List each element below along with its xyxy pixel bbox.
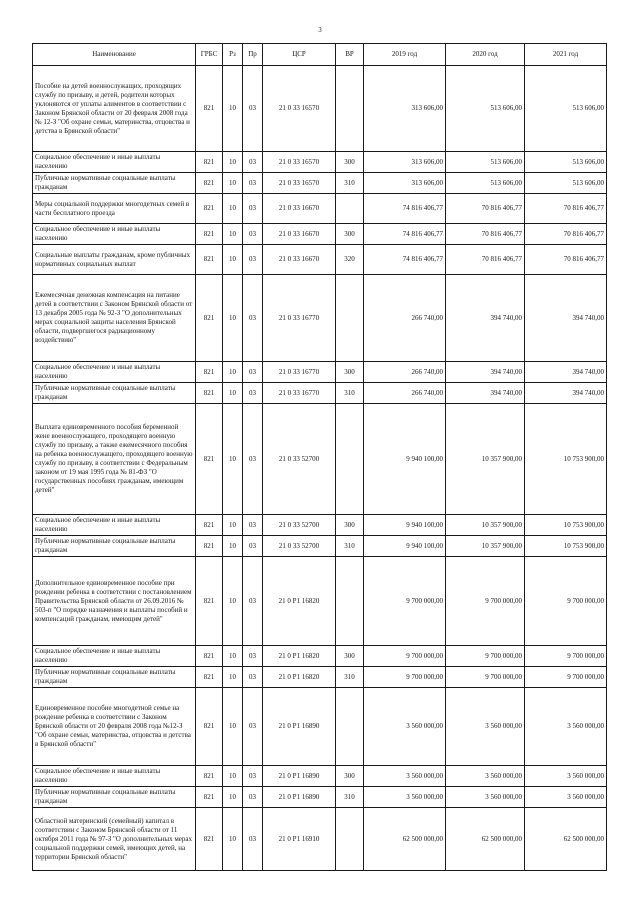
row-vr — [336, 557, 364, 646]
row-name: Социальное обеспечение и иные выплаты населению — [33, 646, 196, 667]
row-pr: 03 — [243, 245, 263, 275]
row-value-2019: 9 700 000,00 — [364, 667, 446, 688]
table-row — [33, 245, 607, 275]
row-vr: 300 — [336, 646, 364, 667]
row-pr: 03 — [243, 808, 263, 871]
row-rz: 10 — [223, 173, 243, 194]
row-value-2021: 70 816 406,77 — [525, 224, 607, 245]
row-pr: 03 — [243, 646, 263, 667]
row-value-2021: 394 740,00 — [525, 275, 607, 362]
row-vr — [336, 66, 364, 152]
header-name: Наименование — [33, 44, 196, 66]
row-csr: 21 0 33 52700 — [263, 536, 336, 557]
row-pr: 03 — [243, 362, 263, 383]
row-grbs: 821 — [196, 362, 223, 383]
row-value-2021: 10 753 900,00 — [525, 536, 607, 557]
row-csr: 21 0 33 16570 — [263, 66, 336, 152]
row-value-2020: 10 357 900,00 — [446, 536, 525, 557]
row-csr: 21 0 33 52700 — [263, 515, 336, 536]
row-grbs: 821 — [196, 173, 223, 194]
row-value-2020: 513 606,00 — [446, 66, 525, 152]
table-row — [33, 536, 607, 557]
row-grbs: 821 — [196, 688, 223, 766]
row-value-2020: 9 700 000,00 — [446, 557, 525, 646]
row-grbs: 821 — [196, 808, 223, 871]
row-vr: 300 — [336, 515, 364, 536]
table-row — [33, 667, 607, 688]
row-value-2019: 313 606,00 — [364, 66, 446, 152]
row-grbs: 821 — [196, 224, 223, 245]
row-value-2021: 513 606,00 — [525, 66, 607, 152]
row-pr: 03 — [243, 515, 263, 536]
row-value-2020: 3 560 000,00 — [446, 787, 525, 808]
row-csr: 21 0 P1 16820 — [263, 557, 336, 646]
budget-table — [32, 43, 607, 871]
header-2019: 2019 год — [364, 44, 446, 66]
row-value-2020: 394 740,00 — [446, 383, 525, 404]
row-value-2020: 70 816 406,77 — [446, 194, 525, 224]
header-2021: 2021 год — [525, 44, 607, 66]
row-pr: 03 — [243, 404, 263, 515]
row-value-2019: 9 700 000,00 — [364, 646, 446, 667]
row-rz: 10 — [223, 688, 243, 766]
row-vr — [336, 404, 364, 515]
row-grbs: 821 — [196, 646, 223, 667]
row-grbs: 821 — [196, 194, 223, 224]
row-vr: 300 — [336, 362, 364, 383]
row-value-2020: 3 560 000,00 — [446, 688, 525, 766]
table-row — [33, 224, 607, 245]
row-pr: 03 — [243, 66, 263, 152]
row-value-2019: 74 816 406,77 — [364, 194, 446, 224]
row-value-2020: 3 560 000,00 — [446, 766, 525, 787]
row-value-2020: 513 606,00 — [446, 173, 525, 194]
table-row — [33, 808, 607, 871]
row-name: Публичные нормативные социальные выплаты гражданам — [33, 383, 196, 404]
row-name: Социальные выплаты гражданам, кроме публичных нормативных социальных выплат — [33, 245, 196, 275]
table-row — [33, 173, 607, 194]
row-value-2021: 10 753 900,00 — [525, 515, 607, 536]
row-csr: 21 0 33 16670 — [263, 194, 336, 224]
table-row — [33, 646, 607, 667]
row-name: Социальное обеспечение и иные выплаты населению — [33, 515, 196, 536]
header-csr: ЦСР — [263, 44, 336, 66]
header-vr: ВР — [336, 44, 364, 66]
row-value-2020: 9 700 000,00 — [446, 646, 525, 667]
row-rz: 10 — [223, 808, 243, 871]
row-value-2021: 3 560 000,00 — [525, 766, 607, 787]
row-grbs: 821 — [196, 152, 223, 173]
row-value-2019: 266 740,00 — [364, 362, 446, 383]
row-value-2019: 313 606,00 — [364, 152, 446, 173]
row-csr: 21 0 P1 16890 — [263, 787, 336, 808]
row-vr — [336, 275, 364, 362]
row-value-2020: 394 740,00 — [446, 362, 525, 383]
row-value-2021: 70 816 406,77 — [525, 245, 607, 275]
row-name: Социальное обеспечение и иные выплаты населению — [33, 766, 196, 787]
row-csr: 21 0 33 52700 — [263, 404, 336, 515]
row-vr: 310 — [336, 383, 364, 404]
row-pr: 03 — [243, 557, 263, 646]
row-rz: 10 — [223, 667, 243, 688]
row-value-2020: 70 816 406,77 — [446, 245, 525, 275]
row-value-2019: 62 500 000,00 — [364, 808, 446, 871]
row-grbs: 821 — [196, 404, 223, 515]
table-row — [33, 362, 607, 383]
row-name: Пособие на детей военнослужащих, проходящих службу по призыву, и детей, родители которых уклоняются от уплаты алиментов в соответствии с Законом Брянской области от 20 февраля 2008 года № 12-З "Об охране семьи, материнства, отцовства и детства в Брянской области" — [33, 66, 196, 152]
row-value-2021: 3 560 000,00 — [525, 787, 607, 808]
row-value-2019: 74 816 406,77 — [364, 224, 446, 245]
row-value-2021: 3 560 000,00 — [525, 688, 607, 766]
row-rz: 10 — [223, 362, 243, 383]
row-value-2019: 266 740,00 — [364, 383, 446, 404]
row-csr: 21 0 33 16770 — [263, 275, 336, 362]
header-rz: Рз — [223, 44, 243, 66]
row-grbs: 821 — [196, 667, 223, 688]
row-value-2019: 9 940 100,00 — [364, 515, 446, 536]
row-name: Публичные нормативные социальные выплаты гражданам — [33, 173, 196, 194]
row-value-2019: 3 560 000,00 — [364, 787, 446, 808]
row-value-2020: 513 606,00 — [446, 152, 525, 173]
row-csr: 21 0 33 16770 — [263, 362, 336, 383]
row-name: Ежемесячная денежная компенсация на питание детей в соответствии с Законом Брянской области от 13 декабря 2005 года № 92-З "О дополнительных мерах социальной защиты населения Брянской области, подвергшегося радиационному воздействию" — [33, 275, 196, 362]
row-rz: 10 — [223, 404, 243, 515]
row-grbs: 821 — [196, 787, 223, 808]
table-row — [33, 383, 607, 404]
row-value-2021: 9 700 000,00 — [525, 557, 607, 646]
row-rz: 10 — [223, 646, 243, 667]
header-2020: 2020 год — [446, 44, 525, 66]
row-value-2021: 394 740,00 — [525, 383, 607, 404]
row-value-2021: 9 700 000,00 — [525, 667, 607, 688]
row-name: Дополнительное единовременное пособие при рождении ребенка в соответствии с постановлением Правительства Брянской области от 26.09.2016 № 503-п "О порядке назначения и выплаты пособий и компенсаций гражданам, имеющим детей" — [33, 557, 196, 646]
row-rz: 10 — [223, 515, 243, 536]
row-value-2020: 10 357 900,00 — [446, 515, 525, 536]
row-name: Социальное обеспечение и иные выплаты населению — [33, 362, 196, 383]
row-vr: 310 — [336, 667, 364, 688]
row-name: Выплата единовременного пособия беременной жене военнослужащего, проходящего военную службу по призыву, а также ежемесячного пособия на ребенка военнослужащего, проходящего военную службу по призыву, в соответствии с Федеральным законом от 19 мая 1995 года № 81-ФЗ "О государственных пособиях гражданам, имеющим детей" — [33, 404, 196, 515]
row-csr: 21 0 33 16570 — [263, 152, 336, 173]
row-csr: 21 0 33 16770 — [263, 383, 336, 404]
row-pr: 03 — [243, 667, 263, 688]
row-value-2021: 9 700 000,00 — [525, 646, 607, 667]
row-rz: 10 — [223, 766, 243, 787]
row-vr: 320 — [336, 245, 364, 275]
header-row — [33, 44, 607, 66]
table-row — [33, 66, 607, 152]
header-pr: Пр — [243, 44, 263, 66]
row-value-2021: 513 606,00 — [525, 152, 607, 173]
row-name: Социальное обеспечение и иные выплаты населению — [33, 152, 196, 173]
row-value-2019: 9 700 000,00 — [364, 557, 446, 646]
row-rz: 10 — [223, 194, 243, 224]
row-rz: 10 — [223, 66, 243, 152]
row-name: Социальное обеспечение и иные выплаты населению — [33, 224, 196, 245]
row-grbs: 821 — [196, 245, 223, 275]
row-value-2019: 9 940 100,00 — [364, 404, 446, 515]
row-value-2021: 70 816 406,77 — [525, 194, 607, 224]
row-rz: 10 — [223, 224, 243, 245]
row-grbs: 821 — [196, 515, 223, 536]
row-pr: 03 — [243, 173, 263, 194]
table-row — [33, 515, 607, 536]
row-csr: 21 0 P1 16890 — [263, 766, 336, 787]
row-value-2021: 513 606,00 — [525, 173, 607, 194]
row-name: Единовременное пособие многодетной семье на рождение ребенка в соответствии с Законом Брянской области от 20 февраля 2008 года №12-З "Об охране семьи, материнства, отцовства и детства в Брянской области" — [33, 688, 196, 766]
row-rz: 10 — [223, 383, 243, 404]
row-value-2019: 9 940 100,00 — [364, 536, 446, 557]
row-name: Меры социальной поддержки многодетных семей в части бесплатного проезда — [33, 194, 196, 224]
row-csr: 21 0 P1 16890 — [263, 688, 336, 766]
row-csr: 21 0 P1 16820 — [263, 646, 336, 667]
table-row — [33, 275, 607, 362]
row-grbs: 821 — [196, 66, 223, 152]
row-name: Областной материнский (семейный) капитал в соответствии с Законом Брянской области от 11 октября 2011 года № 97-З "О дополнительных мерах социальной поддержки семей, имеющих детей, на территории Брянской области" — [33, 808, 196, 871]
row-vr: 300 — [336, 224, 364, 245]
row-value-2019: 266 740,00 — [364, 275, 446, 362]
page-number: 3 — [318, 26, 322, 34]
row-pr: 03 — [243, 383, 263, 404]
row-value-2020: 10 357 900,00 — [446, 404, 525, 515]
row-pr: 03 — [243, 787, 263, 808]
row-value-2020: 62 500 000,00 — [446, 808, 525, 871]
row-vr — [336, 688, 364, 766]
row-csr: 21 0 P1 16820 — [263, 667, 336, 688]
row-csr: 21 0 33 16670 — [263, 245, 336, 275]
row-pr: 03 — [243, 194, 263, 224]
table-row — [33, 766, 607, 787]
table-row — [33, 194, 607, 224]
row-rz: 10 — [223, 152, 243, 173]
row-csr: 21 0 33 16570 — [263, 173, 336, 194]
row-pr: 03 — [243, 688, 263, 766]
row-name: Публичные нормативные социальные выплаты гражданам — [33, 667, 196, 688]
row-rz: 10 — [223, 245, 243, 275]
row-vr: 310 — [336, 173, 364, 194]
row-rz: 10 — [223, 787, 243, 808]
row-vr: 310 — [336, 787, 364, 808]
row-value-2021: 394 740,00 — [525, 362, 607, 383]
row-name: Публичные нормативные социальные выплаты гражданам — [33, 787, 196, 808]
table-row — [33, 557, 607, 646]
row-pr: 03 — [243, 536, 263, 557]
row-value-2019: 3 560 000,00 — [364, 766, 446, 787]
table-row — [33, 404, 607, 515]
row-grbs: 821 — [196, 766, 223, 787]
row-grbs: 821 — [196, 536, 223, 557]
row-name: Публичные нормативные социальные выплаты гражданам — [33, 536, 196, 557]
row-pr: 03 — [243, 275, 263, 362]
row-value-2020: 70 816 406,77 — [446, 224, 525, 245]
table-row — [33, 787, 607, 808]
row-value-2020: 394 740,00 — [446, 275, 525, 362]
table-row — [33, 152, 607, 173]
row-value-2020: 9 700 000,00 — [446, 667, 525, 688]
row-pr: 03 — [243, 766, 263, 787]
row-grbs: 821 — [196, 383, 223, 404]
row-grbs: 821 — [196, 557, 223, 646]
row-value-2019: 3 560 000,00 — [364, 688, 446, 766]
row-vr — [336, 808, 364, 871]
row-csr: 21 0 P1 16910 — [263, 808, 336, 871]
row-vr — [336, 194, 364, 224]
row-pr: 03 — [243, 152, 263, 173]
row-rz: 10 — [223, 536, 243, 557]
row-vr: 300 — [336, 766, 364, 787]
row-value-2021: 10 753 900,00 — [525, 404, 607, 515]
row-rz: 10 — [223, 557, 243, 646]
row-vr: 310 — [336, 536, 364, 557]
row-rz: 10 — [223, 275, 243, 362]
table-row — [33, 688, 607, 766]
row-pr: 03 — [243, 224, 263, 245]
row-value-2019: 74 816 406,77 — [364, 245, 446, 275]
header-grbs: ГРБС — [196, 44, 223, 66]
row-grbs: 821 — [196, 275, 223, 362]
row-csr: 21 0 33 16670 — [263, 224, 336, 245]
row-value-2021: 62 500 000,00 — [525, 808, 607, 871]
row-vr: 300 — [336, 152, 364, 173]
row-value-2019: 313 606,00 — [364, 173, 446, 194]
